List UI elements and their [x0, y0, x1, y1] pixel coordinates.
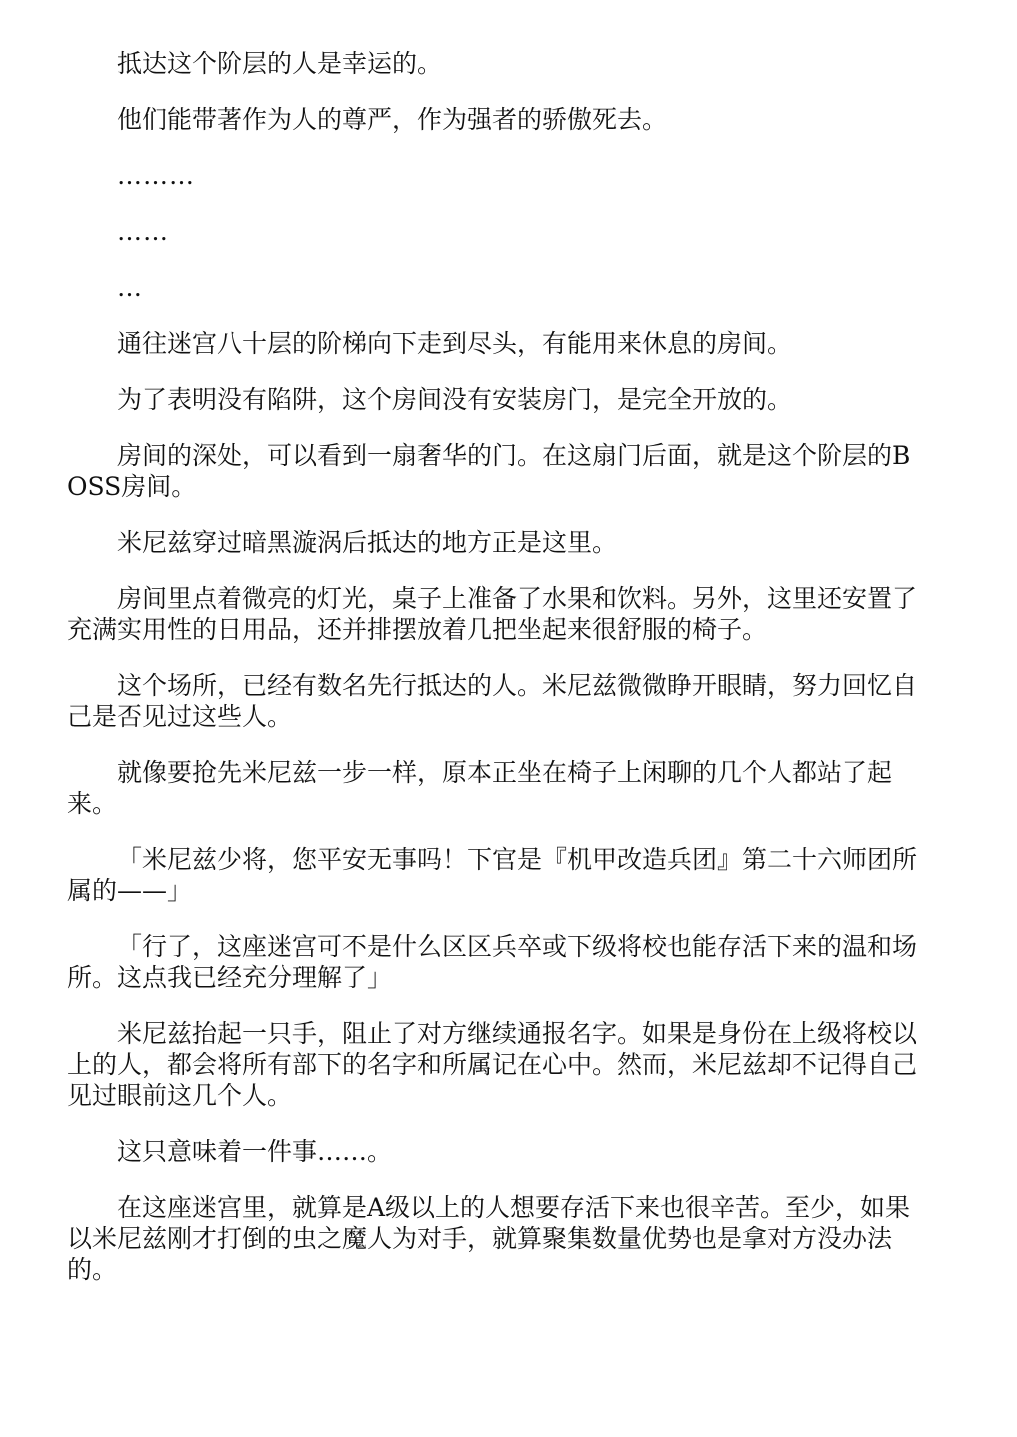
paragraph: 为了表明没有陷阱，这个房间没有安装房门，是完全开放的。	[117, 385, 793, 414]
paragraph: 米尼兹穿过暗黑漩涡后抵达的地方正是这里。	[117, 528, 618, 557]
paragraph: 这只意味着一件事……。	[117, 1137, 393, 1166]
paragraph: 房间的深处，可以看到一扇奢华的门。在这扇门后面，就是这个阶层的BOSS房间。	[67, 441, 911, 501]
paragraph: 他们能带著作为人的尊严，作为强者的骄傲死去。	[117, 105, 668, 134]
section-break-ellipsis: …	[117, 273, 143, 302]
dialogue-paragraph: 「米尼兹少将，您平安无事吗！下官是『机甲改造兵团』第二十六师团所属的——」	[67, 845, 918, 905]
paragraph: 抵达这个阶层的人是幸运的。	[117, 49, 443, 78]
section-break-ellipsis: ……	[117, 217, 169, 246]
paragraph: 房间里点着微亮的灯光，桌子上准备了水果和饮料。另外，这里还安置了充满实用性的日用品，还并排摆放着几把坐起来很舒服的椅子。	[67, 584, 918, 644]
paragraph: 通往迷宫八十层的阶梯向下走到尽头，有能用来休息的房间。	[117, 329, 793, 358]
paragraph: 这个场所，已经有数名先行抵达的人。米尼兹微微睁开眼睛，努力回忆自己是否见过这些人。	[67, 671, 918, 731]
dialogue-paragraph: 「行了，这座迷宫可不是什么区区兵卒或下级将校也能存活下来的温和场所。这点我已经充分理解了」	[67, 932, 918, 992]
paragraph: 就像要抢先米尼兹一步一样，原本正坐在椅子上闲聊的几个人都站了起来。	[67, 758, 893, 818]
section-break-ellipsis: ………	[117, 161, 195, 190]
paragraph: 米尼兹抬起一只手，阻止了对方继续通报名字。如果是身份在上级将校以上的人，都会将所有部下的名字和所属记在心中。然而，米尼兹却不记得自己见过眼前这几个人。	[67, 1019, 918, 1110]
paragraph: 在这座迷宫里，就算是A级以上的人想要存活下来也很辛苦。至少，如果以米尼兹刚才打倒的虫之魔人为对手，就算聚集数量优势也是拿对方没办法的。	[67, 1193, 911, 1284]
